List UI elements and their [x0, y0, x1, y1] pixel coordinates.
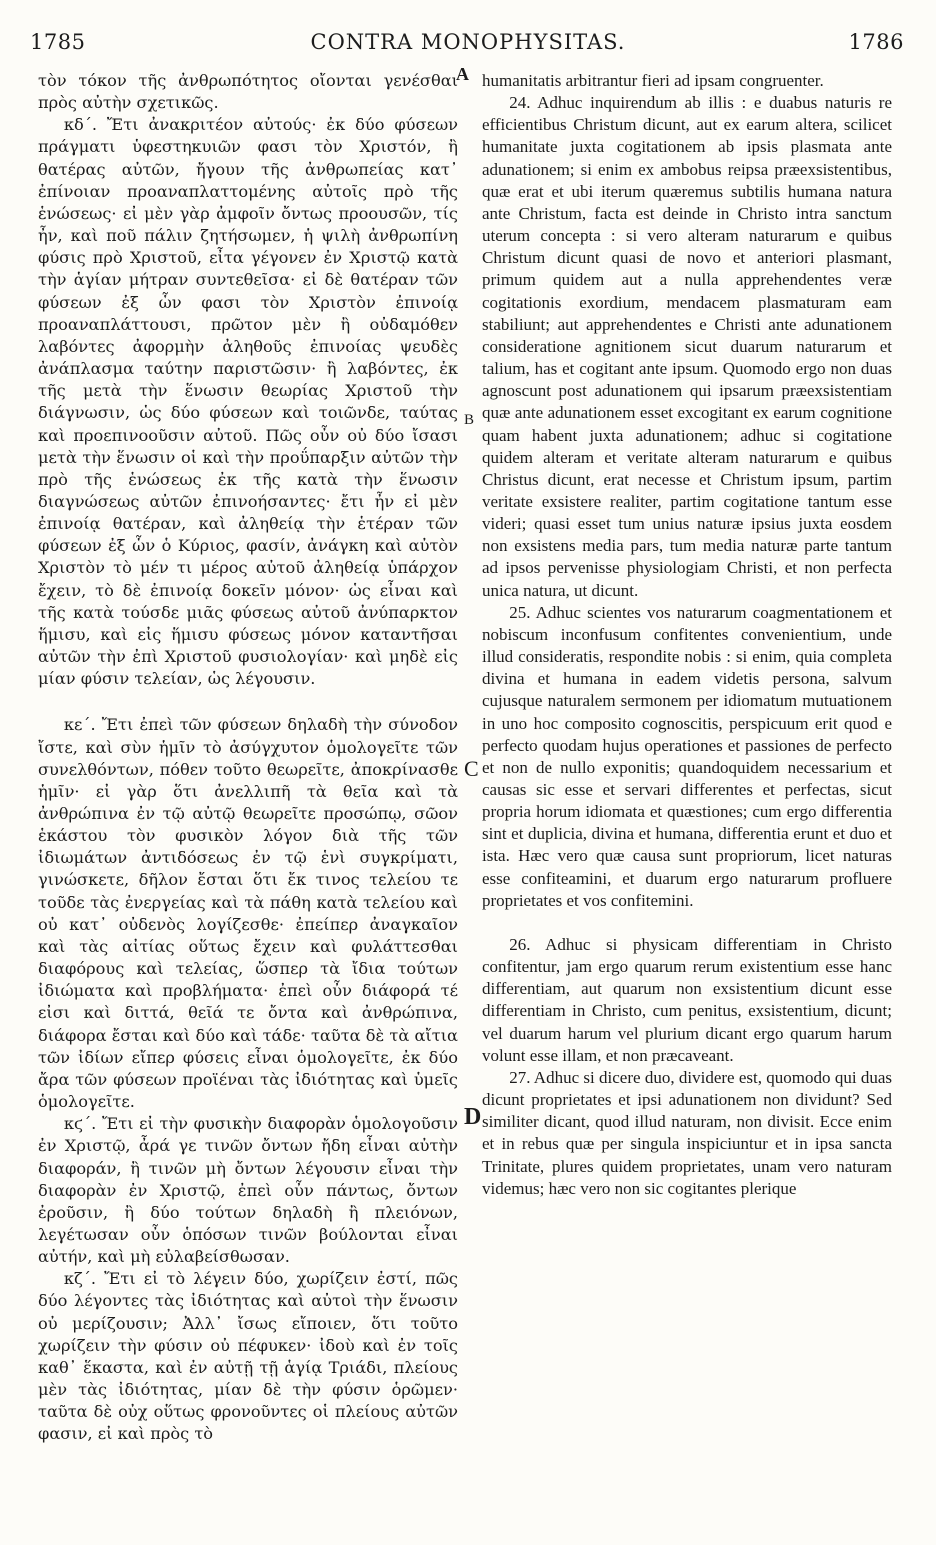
margin-marker-d: D: [464, 1104, 482, 1130]
greek-paragraph: κε΄. Ἔτι ἐπεὶ τῶν φύσεων δηλαδὴ τὴν σύνοδον ἴστε, καὶ σὺν ἡμῖν τὸ ἀσύγχυτον ὁμολογεῖτε τῶν συνελθόντων, πόθεν τοῦτο θεωρεῖτε, ἀποκρίνασθε ἡμῖν· εἰ γὰρ ὅτι ἀνελλιπῆ τὰ θεῖα καὶ τὰ ἀνθρώπινα ἐν τῷ αὐτῷ θεωρεῖτε προσώπῳ, σῶον ἑκάστου τὸν φυσικὸν λόγον διὰ τῆς τῶν ἰδιωμάτων ἀντιδόσεως ἐν τῷ ἑνὶ συγκρίματι, γινώσκετε, δῆλον ἔσται ὅτι ἔκ τινος τελείου τε τοῦδε τὰς ἐνεργείας καὶ τὰ πάθη κατὰ τελείου καὶ οὐ κατ᾽ οὐδενὸς λογίζεσθε· ἐπείπερ ἀναγκαῖον καὶ τὰς αἰτίας οὕτως ἔχειν καὶ φυλάττεσθαι διαφόρους καὶ τελείας, ὥσπερ τὰ ἴδια τούτων ἰδιώματα καὶ προβλήματα· ἐπεὶ οὖν διάφορά τέ εἰσι καὶ διττά, θεῖά τε ὄντα καὶ ἀνθρώπινα, διάφορα ἔσται καὶ δύο καὶ τάδε· ταῦτα δὲ τὰ αἴτια τῶν ἰδίων εἴπερ φύσεις εἶναι ὁμολογεῖτε, ἐκ δύο ἄρα τῶν φύσεων προϊέναι τὰς ἰδιότητας καὶ ὑμεῖς ὁμολογεῖτε.: [38, 715, 458, 1112]
page-number-left: 1785: [30, 30, 86, 54]
margin-marker-b: B: [464, 412, 475, 428]
margin-marker-c: C: [464, 756, 479, 781]
latin-paragraph: 25. Adhuc scientes vos naturarum coagmentationem et nobiscum inconfusum confitentes convenientium, unde illud consideratis, respondite nobis : si enim, quia completa divina et humana in eadem videtis persona, salvum cujusque naturalem sermonem per idiomatum mutuationem in uno hoc composito cognoscitis, perspicuum erit quod e perfecto quodam hujus operationes et passiones de perfecto et non de nullo exponitis; quandoquidem necessarium et causas sic esse et servari differentes et perfectas, sicut propria horum idiomata et quæstiones; cum ergo differentia sint et duplicia, divina et humana, differentia erunt et duo et ista. Hæc vero quæ causa sunt propriorum, licet naturas esse confiteamini, et duarum ergo naturarum profluere proprietates et vos confitemini.: [482, 602, 892, 910]
latin-paragraph: humanitatis arbitrantur fieri ad ipsam congruenter.: [482, 71, 824, 90]
page-number-right: 1786: [848, 30, 904, 54]
greek-paragraph: κζ΄. Ἔτι εἰ τὸ λέγειν δύο, χωρίζειν ἐστί, πῶς δύο λέγοντες τὰς ἰδιότητας καὶ αὐτοὶ τὴν ἕνωσιν οὐ μερίζουσιν; Ἀλλ᾽ ἴσως εἴποιεν, ὅτι τοῦτο χωρίζειν τὴν φύσιν οὐ πέφυκεν· ἰδοὺ καὶ ἐν τοῖς καθ᾽ ἕκαστα, καὶ ἐν αὐτῇ τῇ ἁγίᾳ Τριάδι, πλείους μὲν τὰς ἰδιότητας, μίαν δὲ τὴν φύσιν ὁρῶμεν· ταῦτα δὲ οὐχ οὕτως φρονοῦντες οἱ πλείους αὐτῶν φασιν, εἰ καὶ πρὸς τὸ: [38, 1269, 458, 1444]
latin-paragraph: 27. Adhuc si dicere duo, dividere est, quomodo qui duas dicunt proprietates et ipsi adunationem non dividunt? Sed similiter dicant, quod illud naturam, non divisit. Ecce enim et in rebus quæ per singula inspiciuntur et in ipsa sancta Trinitate, plures quidem proprietates, unam vero naturam videmus; hæc vero non sic cogitantes plerique: [482, 1067, 892, 1198]
latin-paragraph: 24. Adhuc inquirendum ab illis : e duabus naturis re efficientibus Christum dicunt, aut ex earum altera, scilicet humanitate juxta cogitationem ab ipsis plasmata ante adunationem; si enim ex ambobus reipsa præexsistentibus, quæ erat et ubi iterum quæremus subtilis humana natura ante Christum, facta est deinde in Christo intra sanctum uterum concepta : si vero alteram naturarum e quibus Christum dicunt quasi de novo et anteriori plasmant, primum quidem aut a nulla apprehendentes veræ cogitationis exordium, mendacem plasmaturam eam stabiliunt; aut apprehendentes e Christi ante adunationem consideratione agnitionem sicut duarum naturarum et talium, has et cogitant ante ipsum. Quomodo ergo non duas agnoscunt post adunationem qui ipsarum præexsistentiam quæ ante adunationem esset excogitant ex earum cognitione quam habent juxta adunationem; adhuc si cogitatione quidem alteram et veritate alteram naturarum e quibus Christus dicunt, erat necesse et Christum ipsum, partim veritate exsistere realiter, partim cogitatione tantum esse videri; quasi esset tum unius naturæ ipsius juxta eosdem non exsistens media pars, tum media naturæ parte tantum ad ipsos pervenisse physiologiam Christi, et non perfecta unica natura, ut dicunt.: [482, 93, 892, 600]
margin-marker-a: A: [456, 64, 469, 84]
latin-column: [482, 70, 892, 1200]
greek-paragraph: τὸν τόκον τῆς ἀνθρωπότητος οἴονται γενέσθαι πρὸς αὐτὴν σχετικῶς.: [38, 71, 458, 113]
greek-paragraph: κδ΄. Ἔτι ἀνακριτέον αὐτούς· ἐκ δύο φύσεων πράγματι ὑφεστηκυιῶν φασι τὸν Χριστόν, ἢ θατέρας αὐτῶν, ἤγουν τῆς ἀνθρωπείας κατ᾽ ἐπίνοιαν προαναπλαττομένης αὐτοῖς πρὸ τῆς ἑνώσεως· εἰ μὲν γὰρ ἀμφοῖν ὄντως προουσῶν, τίς ἦν, καὶ ποῦ πάλιν ζητήσωμεν, ἡ ψιλὴ ἀνθρωπίνη φύσις πρὸ Χριστοῦ, εἶτα γέγονεν ἐν Χριστῷ κατὰ τὴν ἁγίαν μήτραν συντεθεῖσα· εἰ δὲ θατέραν τῶν φύσεων ἐξ ὧν φασι τὸν Χριστὸν ἐπινοίᾳ προαναπλάττουσι, πρῶτον μὲν ἢ οὐδαμόθεν λαβόντες ἀφορμὴν ἀληθοῦς ἐπινοίας ψευδὲς ἀνάπλασμα ταύτην παριστῶσιν· ἢ λαβόντες, ἐκ τῆς μετὰ τὴν ἕνωσιν θεωρίας Χριστοῦ τὴν διάγνωσιν, ὡς δύο φύσεων καὶ τοιῶνδε, ταύτας καὶ προεπινοοῦσιν αὐτοῦ. Πῶς οὖν οὐ δύο ἴσασι μετὰ τὴν ἕνωσιν οἱ καὶ τὴν προΰπαρξιν αὐτῶν τὴν πρὸ τῆς ἑνώσεως ἐκ τῆς κατὰ τὴν ἕνωσιν διαγνώσεως αὐτῶν ἐπινοήσαντες· ἔτι ἦν εἰ μὲν ἐπινοίᾳ θατέραν, καὶ ἀληθείᾳ τὴν ἑτέραν τῶν φύσεων ἐξ ὧν ὁ Κύριος, φασίν, ἀνάγκη καὶ αὐτὸν Χριστὸν τὸ μέν τι μέρος αὐτοῦ ἀληθείᾳ ὑπάρχον ἔχειν, τὸ δὲ ἐπινοίᾳ δοκεῖν μόνον· ὡς εἶναι καὶ τῆς κατὰ τούσδε μιᾶς φύσεως αὐτοῦ ἀνύπαρκτον ἥμισυ, καὶ εἰς ἥμισυ φύσεως μόνον καταντῆσαι αὐτῶν τὴν ἐπὶ Χριστοῦ φυσιολογίαν· καὶ μηδὲ εἰς μίαν φύσιν τελείαν, ὡς λέγουσιν.: [38, 115, 458, 689]
running-title: CONTRA MONOPHYSITAS.: [310, 30, 626, 54]
greek-column: [38, 70, 458, 1446]
greek-paragraph: κϛ΄. Ἔτι εἰ τὴν φυσικὴν διαφορὰν ὁμολογοῦσιν ἐν Χριστῷ, ἆρά γε τινῶν ὄντων ἤδη εἶναι αὐτὴν διαφοράν, ἢ τινῶν μὴ ὄντων λέγουσιν εἶναι τὴν διαφορὰν ἐν Χριστῷ, ἐπεὶ οὖν πάντως, ὄντων ἐροῦσιν, ἢ δύο τούτων δηλαδὴ ἢ πλειόνων, λεγέτωσαν οὖν ὁπόσων τινῶν βούλονται εἶναι αὐτήν, καὶ μὴ εὐλαβείσθωσαν.: [38, 1114, 458, 1267]
latin-paragraph: 26. Adhuc si physicam differentiam in Christo confitentur, jam ergo quarum rerum existentium esse hanc differentiam, aut quarum non exsistentium dicunt esse differentiam in Christo, cum penitus, exsistentium, dicunt; vel duarum harum vel plurium dicant ergo quarum harum volunt esse illam, et non præcaveant.: [482, 934, 892, 1065]
